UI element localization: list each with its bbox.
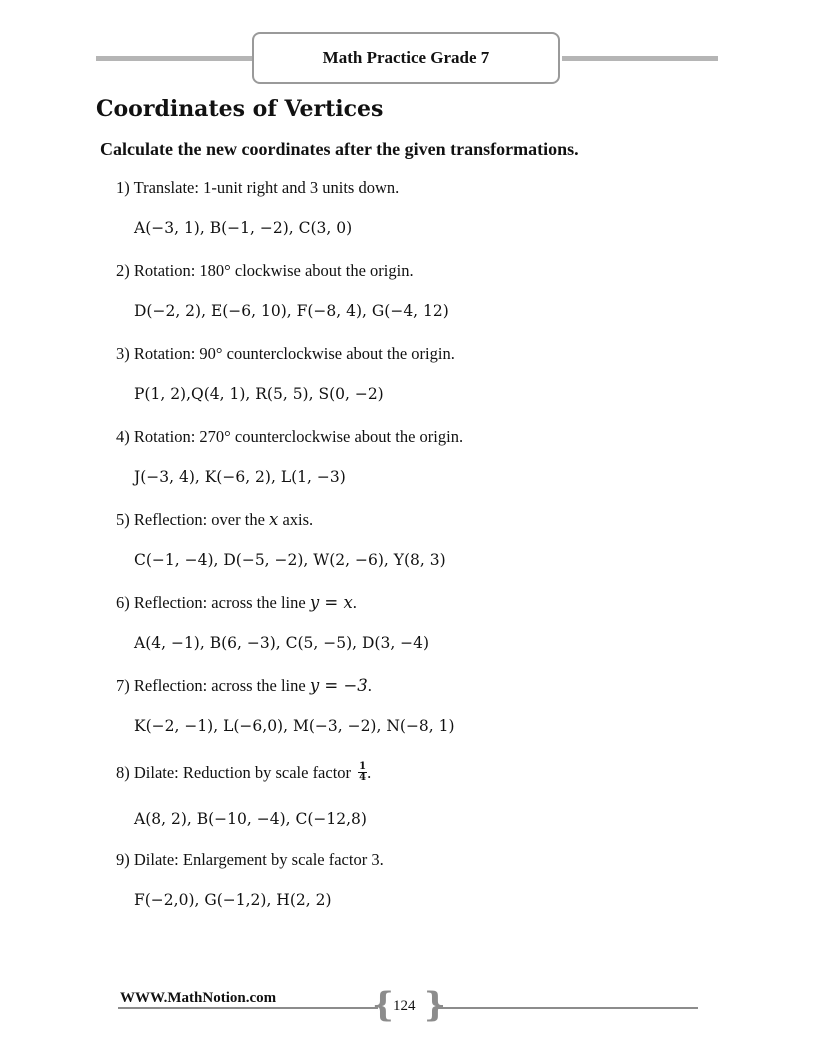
problem-points: A(8, 2), B(−10, −4), C(−12,8) xyxy=(134,810,367,828)
instructions: Calculate the new coordinates after the given transformations. xyxy=(100,139,579,159)
problem-statement xyxy=(116,760,372,783)
problem-points: P(1, 2),Q(4, 1), R(5, 5), S(0, −2) xyxy=(134,385,384,403)
header-rule-right xyxy=(562,56,718,61)
statement-suffix: . xyxy=(367,763,372,782)
footer-rule-left xyxy=(118,1007,378,1009)
problem-statement xyxy=(116,344,455,364)
statement-text: 2) Rotation: 180° clockwise about the origin. xyxy=(116,261,414,280)
problem-points: J(−3, 4), K(−6, 2), L(1, −3) xyxy=(134,468,346,486)
fraction xyxy=(358,762,367,783)
statement-suffix: . xyxy=(352,593,357,612)
statement-text: 3) Rotation: 90° counterclockwise about the origin. xyxy=(116,344,455,363)
statement-text: 4) Rotation: 270° counterclockwise about the origin. xyxy=(116,427,464,446)
problem-statement xyxy=(116,676,372,696)
problem-statement xyxy=(116,510,313,530)
header-rule-left xyxy=(96,56,252,61)
header-title: Math Practice Grade 7 xyxy=(322,48,490,67)
page-number: 124 xyxy=(393,998,416,1014)
statement-text: 6) Reflection: across the line xyxy=(116,593,310,612)
statement-text: 9) Dilate: Enlargement by scale factor 3. xyxy=(116,850,384,869)
math-equation: y = −3 xyxy=(309,676,368,695)
left-brace-icon: { xyxy=(372,985,394,1025)
math-equation: y = x xyxy=(309,593,353,612)
statement-text: 5) Reflection: over the xyxy=(116,510,270,529)
problem-statement xyxy=(116,427,463,447)
problem-points: D(−2, 2), E(−6, 10), F(−8, 4), G(−4, 12) xyxy=(134,302,449,320)
statement-suffix: . xyxy=(367,676,372,695)
problem-statement xyxy=(116,593,357,613)
page-title: Coordinates of Vertices xyxy=(96,96,384,122)
problem-statement xyxy=(116,850,384,870)
footer-rule-right xyxy=(436,1007,698,1009)
header-banner xyxy=(252,32,560,84)
math-variable: x xyxy=(269,510,279,529)
fraction-denominator: 4 xyxy=(359,771,367,783)
problem-points: A(4, −1), B(6, −3), C(5, −5), D(3, −4) xyxy=(134,634,430,652)
problem-points: K(−2, −1), L(−6,0), M(−3, −2), N(−8, 1) xyxy=(134,717,455,735)
fraction-numerator: 1 xyxy=(359,760,367,772)
statement-text: 8) Dilate: Reduction by scale factor xyxy=(116,763,356,782)
statement-text: 7) Reflection: across the line xyxy=(116,676,310,695)
footer-website: WWW.MathNotion.com xyxy=(120,990,277,1006)
problem-statement xyxy=(116,261,414,281)
problem-points: A(−3, 1), B(−1, −2), C(3, 0) xyxy=(134,219,353,237)
right-brace-icon: } xyxy=(424,985,446,1025)
problem-points: C(−1, −4), D(−5, −2), W(2, −6), Y(8, 3) xyxy=(134,551,446,569)
problem-points: F(−2,0), G(−1,2), H(2, 2) xyxy=(134,891,332,909)
statement-text: 1) Translate: 1-unit right and 3 units down. xyxy=(116,178,400,197)
problem-statement xyxy=(116,178,399,198)
statement-suffix: axis. xyxy=(278,510,314,529)
